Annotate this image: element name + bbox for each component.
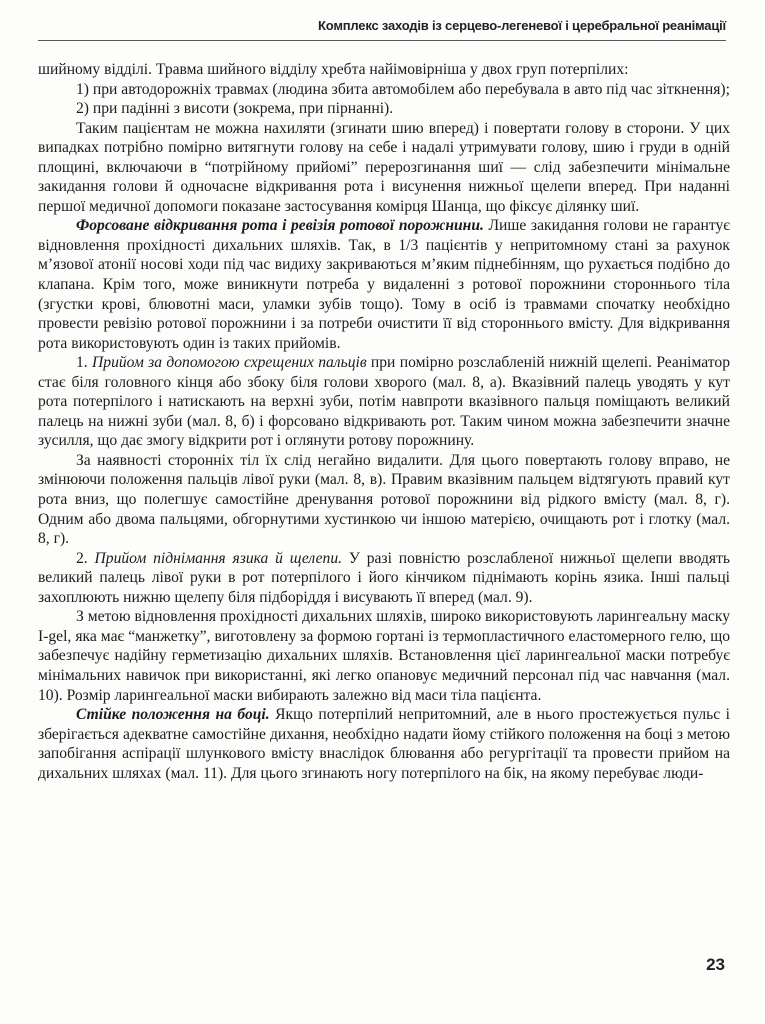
list-item: 2) при падінні з висоти (зокрема, при пірнанні). bbox=[76, 100, 394, 118]
paragraph: 2. Прийом піднімання язика й щелепи. У разі повністю розслабленої нижньої щелепи вводять великий палець лівої руки в рот потерпілого і його кінчиком піднімають корінь язика. Інші пальці захоплюють нижню щелепу біля підборіддя і висувають її вперед (мал. 9). bbox=[38, 549, 730, 606]
paragraph: шийному відділі. Травма шийного відділу хребта найімовірніша у двох груп потерпілих: bbox=[38, 61, 629, 78]
run-in-heading: Стійке положення на боці. bbox=[76, 706, 270, 724]
header-rule bbox=[38, 40, 726, 41]
running-title: Комплекс заходів із серцево-легеневої і церебральної реанімації bbox=[318, 18, 726, 33]
page-number: 23 bbox=[706, 955, 725, 974]
list-item: 1) при автодорожніх травмах (людина збита автомобілем або перебувала в авто під час зіткнення); bbox=[76, 80, 730, 98]
paragraph: З метою відновлення прохідності дихальних шляхів, широко використовують ларингеальну маску I-gel, яка має “манжетку”, виготовлену за формою гортані із термопластичного еластомерного гелю, що забезпечує надійну герметизацію дихальних шляхів. Встановлення цієї ларингеальної маски потребує мінімальних навичок при використанні, які легко опановує медичний персонал під час навчання (мал. 10). Розмір ларингеальної маски вибирають залежно від маси тіла пацієнта. bbox=[38, 608, 730, 704]
run-in-heading: Прийом піднімання язика й щелепи. bbox=[94, 549, 343, 567]
paragraph: 1. Прийом за допомогою схрещених пальців при помірно розслабленій нижній щелепі. Реаніматор стає біля головного кінця або збоку біля голови хворого (мал. 8, а). Вказівний палець уводять у кут рота потерпілого і натискають на верхні зуби, потім навпроти вказівного пальця поміщають великий палець на нижні зуби (мал. 8, б) і форсовано відкривають рот. Таким чином можна забезпечити значне зусилля, що дає змогу відкрити рот і оглянути ротову порожнину. bbox=[38, 354, 730, 450]
paragraph: Форсоване відкривання рота і ревізія ротової порожнини. Лише закидання голови не гарантує відновлення прохідності дихальних шляхів. Так, в 1/3 пацієнтів у непритомному стані за рахунок м’язової атонії носові ходи під час видиху закриваються м’яким піднебінням, що рухається подібно до клапана. Крім того, може виникнути потреба у видаленні з ротової порожнини стороннього тіла (згустки крові, блювотні маси, уламки зубів тощо). Тому в осіб із травмами спочатку необхідно провести ревізію ротової порожнини і за потреби очистити її від стороннього вмісту. Для відкривання рота використовують один із таких прийомів. bbox=[38, 217, 730, 352]
body-text bbox=[38, 60, 730, 783]
paragraph: Стійке положення на боці. Якщо потерпілий непритомний, але в нього простежується пульс і зберігається адекватне самостійне дихання, необхідно надати йому стійкого положення на боці з метою запобігання аспірації шлункового вмісту внаслідок блювання або регургітації та провести прийом на дихальних шляхах (мал. 11). Для цього згинають ногу потерпілого на бік, на якому перебуває люди- bbox=[38, 706, 730, 782]
paragraph: За наявності сторонніх тіл їх слід негайно видалити. Для цього повертають голову вправо, не змінюючи положення пальців лівої руки (мал. 8, в). Правим вказівним пальцем відтягують правий кут рота вниз, що полегшує самостійне дренування ротової порожнини від рідкого вмісту (мал. 8, г). Одним або двома пальцями, обгорнутими хустинкою чи іншою матерією, очищають рот і глотку (мал. 8, г). bbox=[38, 451, 730, 548]
run-in-heading: Прийом за допомогою схрещених пальців bbox=[92, 354, 367, 372]
paragraph: Таким пацієнтам не можна нахиляти (згинати шию вперед) і повертати голову в сторони. У цих випадках потрібно помірно витягнути голову на себе і надалі утримувати голову, шию і груди в одній площині, включаючи в “потрійному прийомі” перерозгинання шиї — слід забезпечити мінімальне закидання голови й одночасне відкривання рота і висунення нижньої щелепи вперед. При наданні першої медичної допомоги показане застосування комірця Шанца, що фіксує ділянку шиї. bbox=[38, 119, 730, 215]
run-in-heading: Форсоване відкривання рота і ревізія ротової порожнини. bbox=[76, 217, 484, 235]
